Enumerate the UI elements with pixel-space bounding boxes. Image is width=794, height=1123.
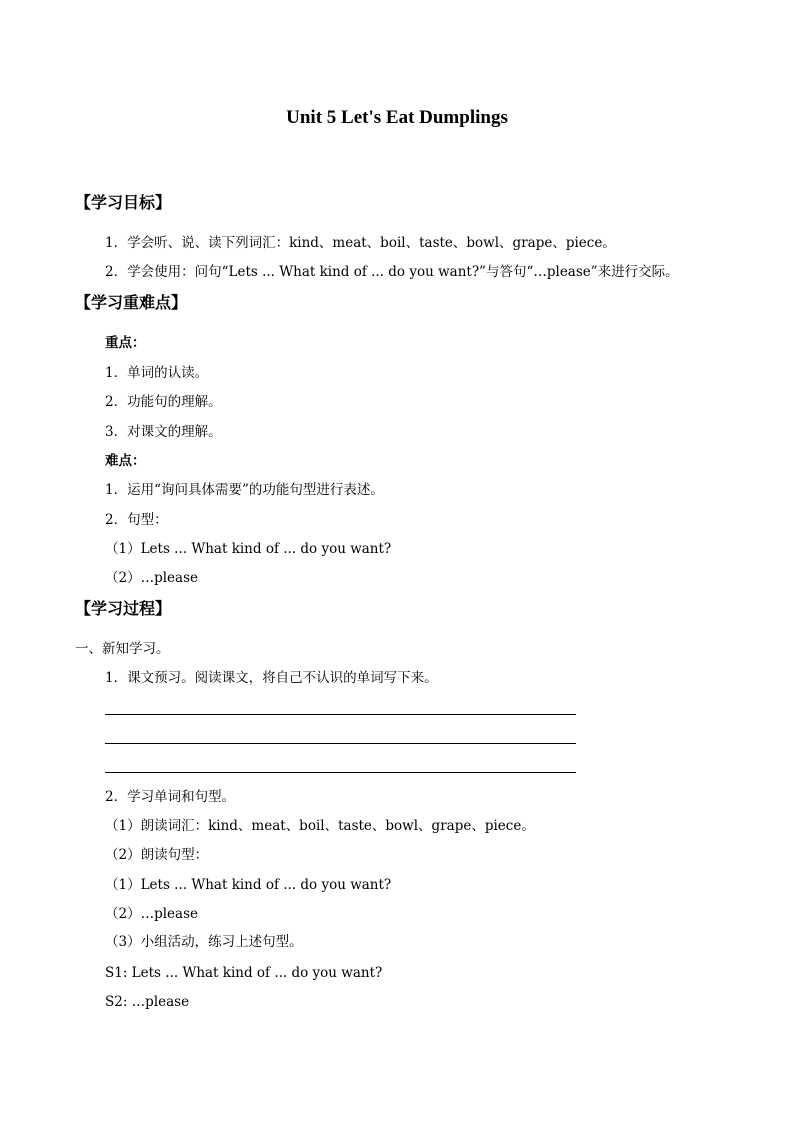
process-part-one: 一、新知学习。 — [75, 641, 170, 657]
dialogue-line: S2: …please — [105, 994, 190, 1010]
focus-item: 1．单词的认读。 — [105, 365, 209, 381]
answer-blank-line — [105, 772, 576, 773]
dialogue-line: S1: Lets ... What kind of ... do you want? — [105, 965, 383, 981]
step-two-item: （1）朗读词汇：kind、meat、boil、taste、bowl、grape、piece。 — [105, 818, 535, 834]
objective-item: 1．学会听、说、读下列词汇：kind、meat、boil、taste、bowl、grape、piece。 — [105, 235, 616, 251]
step-two-item: （2）…please — [105, 906, 199, 922]
section-heading-objectives: 【学习目标】 — [75, 193, 172, 212]
step-two-item: （1）Lets ... What kind of ... do you want? — [105, 877, 392, 893]
process-step-two: 2．学习单词和句型。 — [105, 789, 236, 805]
difficulty-item: （1）Lets ... What kind of ... do you want? — [105, 541, 392, 557]
answer-blank-line — [105, 743, 576, 744]
process-step-one: 1．课文预习。阅读课文，将自己不认识的单词写下来。 — [105, 670, 438, 686]
focus-label: 重点： — [105, 335, 146, 351]
step-two-item: （3）小组活动，练习上述句型。 — [105, 934, 303, 950]
step-two-item: （2）朗读句型： — [105, 847, 209, 863]
document-title: Unit 5 Let's Eat Dumplings — [286, 107, 508, 128]
section-heading-key-points: 【学习重难点】 — [75, 293, 188, 312]
objective-item: 2．学会使用：问句“Lets ... What kind of ... do you want?”与答句“…please”来进行交际。 — [105, 264, 679, 280]
difficulty-item: 1．运用“询问具体需要”的功能句型进行表述。 — [105, 482, 384, 498]
section-heading-process: 【学习过程】 — [75, 599, 172, 618]
focus-item: 2．功能句的理解。 — [105, 394, 222, 410]
difficulty-item: （2）…please — [105, 570, 199, 586]
answer-blank-line — [105, 714, 576, 715]
difficulty-item: 2．句型： — [105, 512, 168, 528]
focus-item: 3．对课文的理解。 — [105, 424, 222, 440]
difficulty-label: 难点： — [105, 453, 146, 469]
